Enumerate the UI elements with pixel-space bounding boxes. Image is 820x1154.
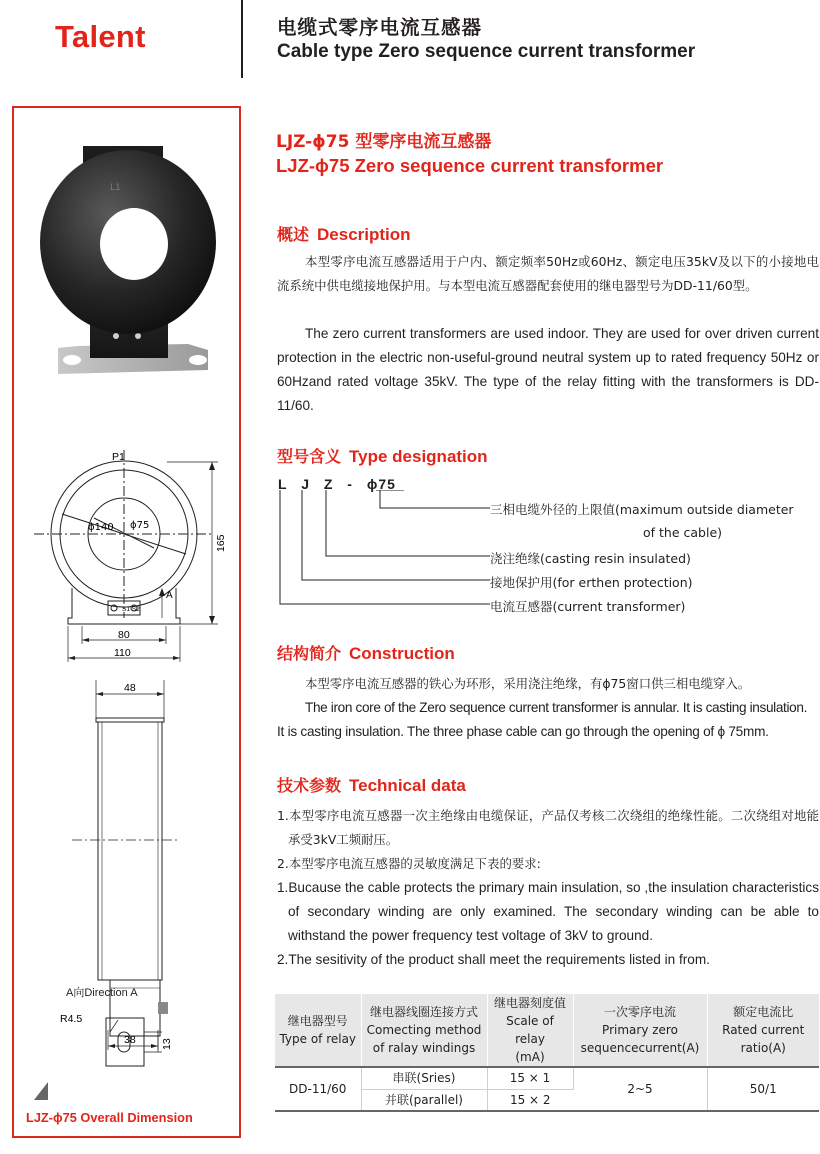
table-header-scale bbox=[487, 994, 573, 1067]
table-header-relay-type bbox=[275, 994, 361, 1067]
type-line-earth: 接地保护用(for erthen protection) bbox=[490, 575, 693, 590]
construction-heading-en: Construction bbox=[349, 644, 455, 663]
description-heading-en: Description bbox=[317, 225, 411, 244]
header-text: 继电器线圈连接方式 Comecting method of ralay windings bbox=[366, 1005, 482, 1055]
label-a: A bbox=[166, 590, 173, 601]
product-title-cn: LJZ-ϕ75 型零序电流互感器 bbox=[276, 132, 492, 152]
technical-item2-en: 2.The sesitivity of the product shall meet the requirements listed in from. bbox=[277, 952, 710, 967]
technical-item1-en: 1.Bucause the cable protects the primary main insulation, so ,the insulation characteristics of secondary winding are only examined. The secondary winding can be able to withstand the power frequency test voltage of 3kV to ground. bbox=[277, 880, 819, 943]
technical-list bbox=[277, 804, 819, 972]
label-phi75: ϕ75 bbox=[130, 520, 150, 531]
construction-heading-cn: 结构简介 bbox=[277, 644, 342, 663]
type-code: L J Z - ϕ75 bbox=[278, 476, 396, 492]
technical-heading-en: Technical data bbox=[349, 776, 466, 795]
product-title-en: LJZ-ϕ75 Zero sequence current transformer bbox=[276, 155, 664, 176]
dimension-caption: LJZ-ϕ75 Overall Dimension bbox=[26, 1110, 193, 1125]
table-row bbox=[275, 1067, 819, 1089]
description-heading bbox=[277, 222, 411, 245]
type-line-diameter-cont: of the cable) bbox=[643, 525, 723, 540]
header-text: 继电器刻度值 Scale of relay (mA) bbox=[493, 996, 566, 1064]
direction-a-detail bbox=[44, 1006, 224, 1086]
description-text-cn: 本型零序电流互感器适用于户内、额定频率50Hz或60Hz、额定电压35kV及以下的小接地电流系统中供电缆接地保护用。与本型电流互感器配套使用的继电器型号为DD-11/60型。 bbox=[277, 254, 819, 293]
label-r45: R4.5 bbox=[60, 1013, 83, 1025]
table-header-primary-current bbox=[573, 994, 707, 1067]
product-photo bbox=[38, 138, 218, 400]
side-view-drawing bbox=[32, 680, 237, 1060]
arrow-marker-icon bbox=[34, 1082, 50, 1100]
label-p1: P1 bbox=[112, 451, 125, 463]
label-165: 165 bbox=[215, 534, 227, 552]
technical-item2-cn: 2.本型零序电流互感器的灵敏度满足下表的要求: bbox=[277, 856, 541, 871]
description-text-en: The zero current transformers are used indoor. They are used for over driven current protection in the electric non-useful-ground neutral system up to rated frequency 50Hz or 60Hzand rated voltage 35kV. The type of the relay fitting with the transformers is DD-11/60. bbox=[277, 326, 819, 413]
dimension-panel bbox=[12, 106, 241, 1138]
label-direction-a: A向Direction A bbox=[66, 987, 138, 999]
sensitivity-table bbox=[275, 994, 819, 1112]
type-designation-heading-en: Type designation bbox=[349, 447, 488, 466]
label-80: 80 bbox=[118, 629, 130, 641]
construction-text-en-2: It is casting insulation. The three phase cable can go through the opening of ϕ 75mm. bbox=[277, 724, 769, 739]
type-designation-heading-cn: 型号含义 bbox=[277, 447, 342, 466]
table-header-ratio bbox=[707, 994, 819, 1067]
cell-scale-parallel: 15 × 2 bbox=[487, 1089, 573, 1111]
label-s1s2: S1 S2 bbox=[122, 606, 140, 613]
label-110: 110 bbox=[114, 647, 131, 659]
header-text: 继电器型号 Type of relay bbox=[279, 1014, 357, 1046]
type-line-ct: 电流互感器(current transformer) bbox=[490, 599, 686, 614]
photo-l1-label: L1 bbox=[110, 183, 121, 193]
page-title-cn: 电缆式零序电流互感器 bbox=[277, 16, 483, 39]
technical-heading bbox=[277, 773, 466, 796]
header-text: 一次零序电流 Primary zero sequencecurrent(A) bbox=[580, 1005, 700, 1055]
type-designation-heading bbox=[277, 444, 488, 467]
brand-logo: Talent bbox=[55, 19, 146, 54]
label-38: 38 bbox=[124, 1034, 136, 1046]
table-header-connection bbox=[361, 994, 487, 1067]
label-phi140: ϕ140 bbox=[88, 522, 114, 533]
cell-scale-series: 15 × 1 bbox=[487, 1067, 573, 1089]
header-divider bbox=[241, 0, 243, 78]
technical-heading-cn: 技术参数 bbox=[277, 776, 342, 795]
construction-text-cn: 本型零序电流互感器的铁心为环形，采用浇注绝缘，有ϕ75窗口供三相电缆穿入。 bbox=[305, 676, 751, 691]
description-heading-cn: 概述 bbox=[277, 225, 310, 244]
cell-ratio: 50/1 bbox=[707, 1067, 819, 1111]
construction-heading bbox=[277, 641, 455, 664]
construction-text-en-1: The iron core of the Zero sequence current transformer is annular. It is casting insulation. bbox=[305, 700, 807, 715]
cell-relay: DD-11/60 bbox=[275, 1067, 361, 1111]
technical-item1-cn: 1.本型零序电流互感器一次主绝缘由电缆保证，产品仅考核二次绕组的绝缘性能。二次绕组对地能承受3kV工频耐压。 bbox=[277, 808, 819, 847]
page-title-en: Cable type Zero sequence current transformer bbox=[277, 41, 696, 62]
type-line-diameter: 三相电缆外径的上限值(maximum outside diameter bbox=[490, 502, 794, 517]
cell-conn-parallel: 并联(parallel) bbox=[361, 1089, 487, 1111]
label-13: 13 bbox=[161, 1038, 173, 1050]
cell-primary-current: 2~5 bbox=[573, 1067, 707, 1111]
type-designation-leader-lines bbox=[270, 490, 500, 610]
type-line-resin: 浇注绝缘(casting resin insulated) bbox=[490, 551, 691, 566]
width-dimensions bbox=[32, 626, 237, 676]
front-view-drawing bbox=[32, 448, 237, 648]
header-text: 额定电流比 Rated current ratio(A) bbox=[722, 1005, 805, 1055]
label-48: 48 bbox=[124, 682, 136, 694]
cell-conn-series: 串联(Sries) bbox=[361, 1067, 487, 1089]
